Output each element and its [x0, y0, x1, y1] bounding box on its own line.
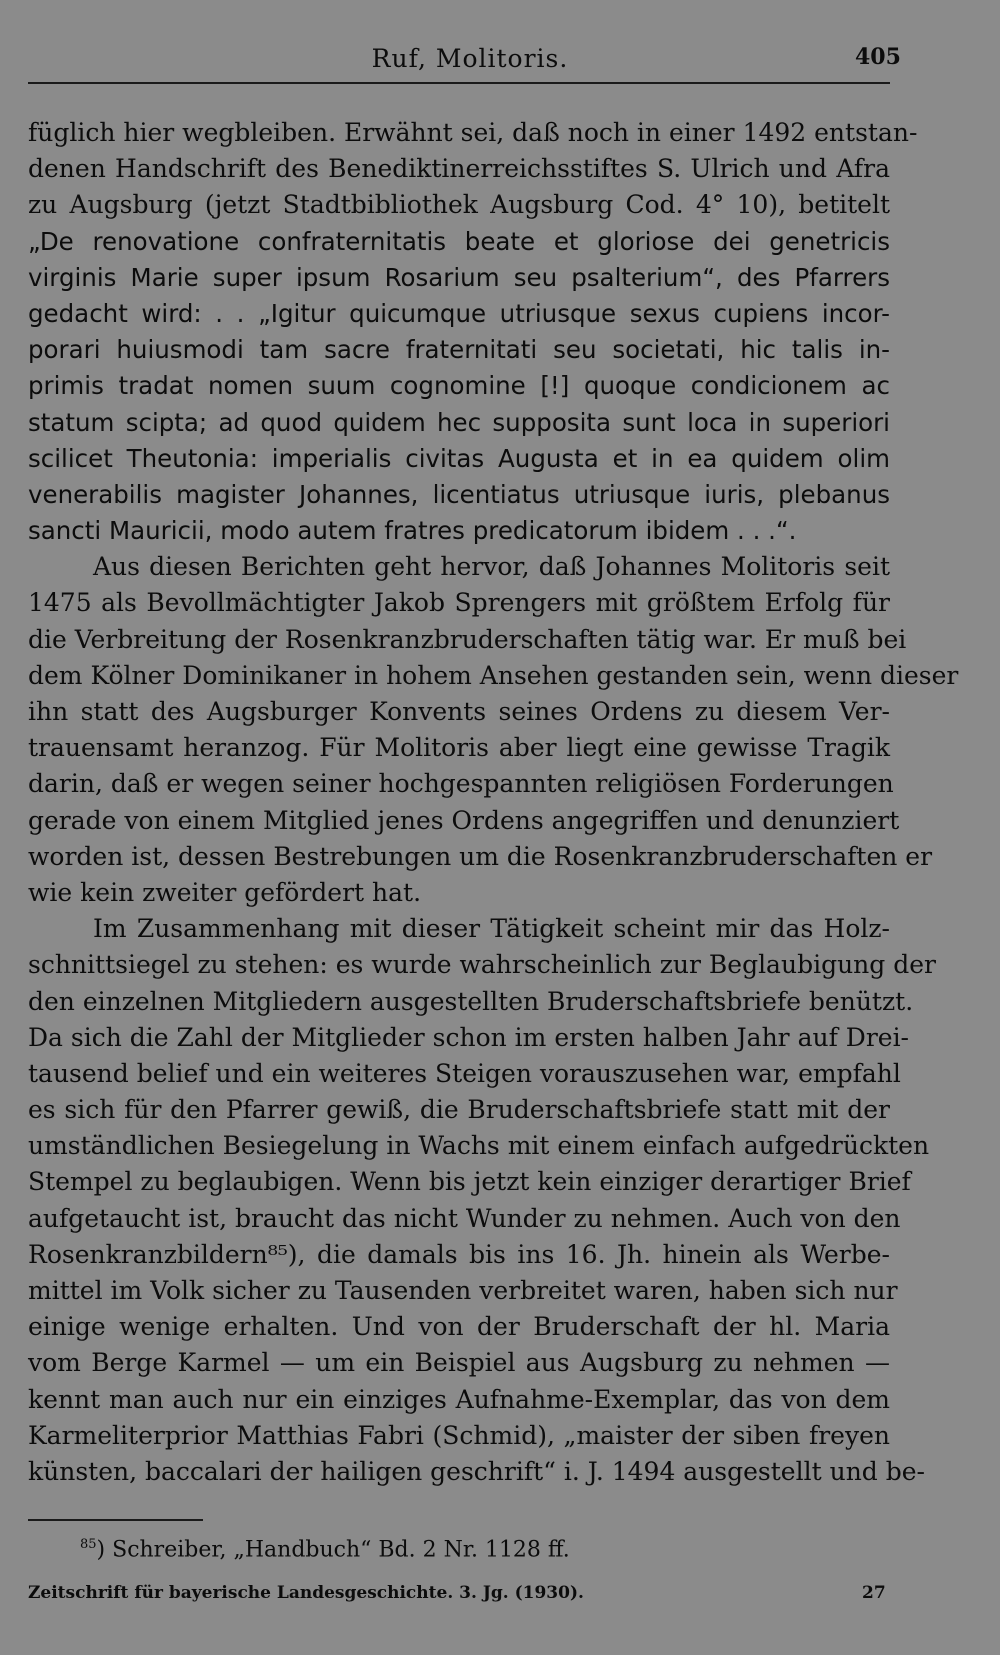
text-line: zu Augsburg (jetzt Stadtbibliothek Augsburg Cod. 4° 10), betitelt [28, 190, 890, 220]
text-line: worden ist, dessen Bestrebungen um die Rosenkranzbruderschaften er [28, 841, 933, 871]
footnote-text: ) Schreiber, „Handbuch“ Bd. 2 Nr. 1128 ff. [96, 1537, 570, 1563]
text-line: virginis Marie super ipsum Rosarium seu psalterium“, des Pfarrers [28, 262, 890, 292]
header-rule [28, 82, 890, 84]
body-text [28, 115, 959, 1490]
text-line: 1475 als Bevollmächtigter Jakob Sprengers mit größtem Erfolg für [28, 588, 890, 618]
paragraph-start-line: Aus diesen Berichten geht hervor, daß Johannes Molitoris seit [93, 552, 890, 582]
text-line: füglich hier wegbleiben. Erwähnt sei, daß noch in einer 1492 entstan- [28, 118, 918, 147]
footnote-rule [28, 1519, 203, 1521]
footnote [80, 1537, 570, 1562]
text-line: den einzelnen Mitgliedern ausgestellten Bruderschaftsbriefe benützt. [28, 986, 914, 1016]
text-line: trauensamt heranzog. Für Molitoris aber liegt eine gewisse Tragik [28, 733, 890, 763]
text-line: gerade von einem Mitglied jenes Ordens angegriffen und denunziert [28, 805, 900, 835]
text-line: vom Berge Karmel — um ein Beispiel aus Augsburg zu nehmen — [28, 1348, 890, 1378]
text-line: primis tradat nomen suum cognomine [!] quoque condicionem ac [28, 371, 890, 401]
text-line: wie kein zweiter gefördert hat. [28, 877, 422, 907]
text-line: dem Kölner Dominikaner in hohem Ansehen gestanden sein, wenn dieser [28, 660, 959, 690]
sheet-number: 27 [862, 1583, 886, 1603]
text-line: ihn statt des Augsburger Konvents seines Ordens zu diesem Ver- [28, 697, 890, 726]
text-line: Da sich die Zahl der Mitglieder schon im ersten halben Jahr auf Drei- [28, 1022, 910, 1052]
text-line: umständlichen Besiegelung in Wachs mit einem einfach aufgedrückten [28, 1131, 930, 1161]
text-line: es sich für den Pfarrer gewiß, die Bruderschaftsbriefe statt mit der [28, 1095, 890, 1125]
text-line: aufgetaucht ist, braucht das nicht Wunder zu nehmen. Auch von den [28, 1203, 901, 1233]
text-line: mittel im Volk sicher zu Tausenden verbreitet waren, haben sich nur [28, 1276, 898, 1305]
text-line: darin, daß er wegen seiner hochgespannten religiösen Forderungen [28, 769, 894, 799]
text-line: künsten, baccalari der hailigen geschrift“ i. J. 1494 ausgestellt und be- [28, 1456, 925, 1486]
text-line: gedacht wird: . . „Igitur quicumque utriusque sexus cupiens incor- [28, 298, 890, 328]
text-line: sancti Mauricii, modo autem fratres predicatorum ibidem . . .“. [28, 516, 797, 546]
text-line: Stempel zu beglaubigen. Wenn bis jetzt kein einziger derartiger Brief [28, 1167, 911, 1197]
text-line: schnittsiegel zu stehen: es wurde wahrscheinlich zur Beglaubigung der [28, 950, 936, 980]
footnote-marker: 85 [80, 1537, 97, 1552]
text-line: einige wenige erhalten. Und von der Bruderschaft der hl. Maria [28, 1312, 890, 1342]
text-line: Karmeliterprior Matthias Fabri (Schmid), „maister der siben freyen [28, 1420, 890, 1450]
text-line: scilicet Theutonia: imperialis civitas Augusta et in ea quidem olim [28, 443, 890, 473]
text-line: kennt man auch nur ein einziges Aufnahme-Exemplar, das von dem [28, 1384, 890, 1414]
text-line: die Verbreitung der Rosenkranzbruderschaften tätig war. Er muß bei [28, 624, 907, 654]
text-line: tausend belief und ein weiteres Steigen vorauszusehen war, empfahl [28, 1058, 901, 1088]
running-head-title: Ruf, Molitoris. [371, 44, 569, 73]
page-number: 405 [855, 44, 901, 70]
text-line: Rosenkranzbildern⁸⁵), die damals bis ins 16. Jh. hinein als Werbe- [28, 1239, 890, 1269]
text-line: venerabilis magister Johannes, licentiatus utriusque iuris, plebanus [28, 479, 890, 509]
text-line: porari huiusmodi tam sacre fraternitati seu societati, hic talis in- [28, 335, 890, 365]
text-line: „De renovatione confraternitatis beate et gloriose dei genetricis [28, 226, 890, 256]
journal-signature: Zeitschrift für bayerische Landesgeschichte. 3. Jg. (1930). [28, 1583, 584, 1603]
paragraph-start-line: Im Zusammenhang mit dieser Tätigkeit scheint mir das Holz- [93, 914, 890, 944]
text-line: denen Handschrift des Benediktinerreichsstiftes S. Ulrich und Afra [28, 154, 890, 184]
text-line: statum scipta; ad quod quidem hec supposita sunt loca in superiori [28, 407, 890, 437]
